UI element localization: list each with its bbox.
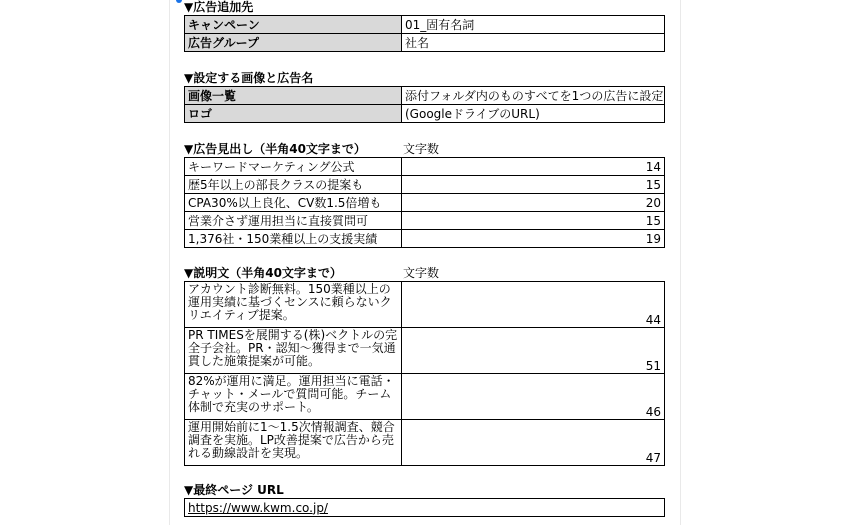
- headline-count: 14: [402, 158, 665, 176]
- description-text[interactable]: 運用開始前に1～1.5次情報調査、競合調査を実施。LP改善提案で広告から売れる動線設計を実現。: [185, 420, 402, 466]
- table-row: [185, 105, 665, 123]
- final-url-cell: [185, 499, 665, 517]
- table-row: [185, 420, 665, 466]
- count-column-header: 文字数: [403, 142, 440, 156]
- image-list-label: 画像一覧: [185, 87, 402, 105]
- section-heading: ▼広告見出し（半角40文字まで）: [184, 142, 366, 156]
- description-count: 44: [402, 282, 665, 328]
- section-heading-row: [184, 142, 665, 157]
- logo-label: ロゴ: [185, 105, 402, 123]
- section-heading-row: [184, 266, 665, 281]
- table-row: [185, 158, 665, 176]
- destination-table: [184, 15, 665, 52]
- headline-text[interactable]: 1,376社・150業種以上の支援実績: [185, 230, 402, 248]
- description-count: 51: [402, 328, 665, 374]
- headline-text[interactable]: キーワードマーケティング公式: [185, 158, 402, 176]
- section-descriptions: [184, 266, 665, 466]
- description-text[interactable]: PR TIMESを展開する(株)ベクトルの完全子会社。PR・認知～獲得まで一気通貫した施策提案が可能。: [185, 328, 402, 374]
- section-final-url: [184, 484, 665, 517]
- section-images-adname: [184, 72, 665, 123]
- description-count: 47: [402, 420, 665, 466]
- table-row: [185, 282, 665, 328]
- table-row: [185, 194, 665, 212]
- section-ad-destination: [184, 1, 665, 52]
- description-text[interactable]: アカウント診断無料。150業種以上の運用実績に基づくセンスに頼らないクリエイティブ提案。: [185, 282, 402, 328]
- section-heading: ▼説明文（半角40文字まで）: [184, 266, 342, 280]
- headline-text[interactable]: 歴5年以上の部長クラスの提案も: [185, 176, 402, 194]
- table-row: [185, 328, 665, 374]
- headline-count: 19: [402, 230, 665, 248]
- images-table: [184, 86, 665, 123]
- descriptions-table: [184, 281, 665, 466]
- headline-count: 15: [402, 176, 665, 194]
- cursor-marker: [176, 0, 182, 3]
- headlines-table: [184, 157, 665, 248]
- section-heading: ▼最終ページ URL: [184, 483, 284, 497]
- headline-text[interactable]: CPA30%以上良化、CV数1.5倍増も: [185, 194, 402, 212]
- table-row: [185, 212, 665, 230]
- ad-group-value[interactable]: 社名: [402, 34, 665, 52]
- description-count: 46: [402, 374, 665, 420]
- table-row: [185, 499, 665, 517]
- logo-value[interactable]: (GoogleドライブのURL): [402, 105, 665, 123]
- table-row: [185, 374, 665, 420]
- section-heading: ▼広告追加先: [184, 0, 254, 14]
- description-text[interactable]: 82%が運用に満足。運用担当に電話・チャット・メールで質問可能。チーム体制で充実のサポート。: [185, 374, 402, 420]
- page-edge-right: [680, 0, 681, 525]
- headline-text[interactable]: 営業介さず運用担当に直接質問可: [185, 212, 402, 230]
- table-row: [185, 176, 665, 194]
- table-row: [185, 34, 665, 52]
- ad-group-label: 広告グループ: [185, 34, 402, 52]
- final-url-link[interactable]: https://www.kwm.co.jp/: [188, 500, 328, 515]
- headline-count: 15: [402, 212, 665, 230]
- page-edge-left: [169, 0, 170, 525]
- table-row: [185, 87, 665, 105]
- final-url-table: [184, 498, 665, 517]
- campaign-label: キャンペーン: [185, 16, 402, 34]
- section-headlines: [184, 142, 665, 248]
- table-row: [185, 230, 665, 248]
- campaign-value[interactable]: 01_固有名詞: [402, 16, 665, 34]
- count-column-header: 文字数: [403, 266, 440, 280]
- headline-count: 20: [402, 194, 665, 212]
- table-row: [185, 16, 665, 34]
- image-list-value[interactable]: 添付フォルダ内のものすべてを1つの広告に設定: [402, 87, 665, 105]
- section-heading: ▼設定する画像と広告名: [184, 71, 314, 85]
